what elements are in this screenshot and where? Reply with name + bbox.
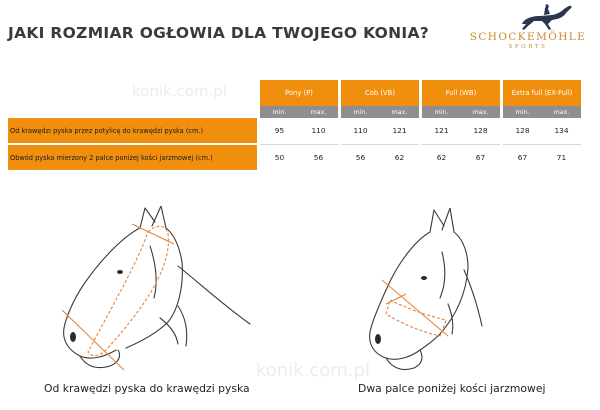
brand-name: SCHOCKEMÖHLE (469, 31, 587, 43)
page-title: JAKI ROZMIAR OGŁOWIA DLA TWOJEGO KONIA? (8, 24, 430, 42)
size-header-full: Full (WB) (422, 80, 500, 106)
horse-head-noseband-measurement-illustration (336, 208, 486, 378)
table-cell: 128 (503, 118, 542, 144)
watermark-top: konik.com.pl (132, 82, 227, 100)
size-header-row (8, 80, 581, 106)
table-cell: 67 (517, 152, 528, 162)
max-label: max. (380, 106, 419, 118)
size-header-extra-full: Extra full (EX-Full) (503, 80, 581, 106)
table-corner (8, 80, 257, 106)
min-label: min. (341, 106, 380, 118)
table-row (8, 118, 581, 144)
table-cell: 121 (380, 118, 419, 144)
min-label: min. (260, 106, 299, 118)
table-cell: 71 (556, 152, 567, 162)
max-label: max. (299, 106, 338, 118)
horse-rider-logo-icon (518, 4, 578, 31)
table-cell: 95 (260, 118, 299, 144)
table-cell: 62 (436, 152, 447, 162)
min-label: min. (422, 106, 461, 118)
table-cell: 67 (475, 152, 486, 162)
size-header-pony: Pony (P) (260, 80, 338, 106)
table-cell: 121 (422, 118, 461, 144)
row-label-poll-length: Od krawędzi pyska przez potylicę do krawędzi pyska (cm.) (8, 118, 257, 144)
table-cell: 56 (313, 152, 324, 162)
table-cell: 62 (394, 152, 405, 162)
brand-logo (460, 4, 596, 50)
brand-tagline: SPORTS (508, 44, 548, 50)
table-cell: 110 (299, 118, 338, 144)
caption-noseband-measurement: Dwa palce poniżej kości jarzmowej (358, 382, 546, 395)
table-cell: 110 (341, 118, 380, 144)
bridle-size-table (8, 80, 581, 170)
row-label-noseband-circumference: Obwód pyska mierzony 2 palce poniżej kości jarzmowej (cm.) (8, 144, 257, 170)
min-max-header-row (8, 106, 581, 118)
caption-poll-measurement: Od krawędzi pyska do krawędzi pyska (44, 382, 250, 395)
min-label: min. (503, 106, 542, 118)
size-header-cob: Cob (VB) (341, 80, 419, 106)
horse-head-poll-measurement-illustration (28, 206, 260, 378)
table-cell: 134 (542, 118, 581, 144)
table-cell: 50 (274, 152, 285, 162)
table-row (8, 144, 581, 170)
table-cell: 56 (355, 152, 366, 162)
max-label: max. (461, 106, 500, 118)
watermark-bottom: konik.com.pl (256, 360, 370, 381)
table-cell: 128 (461, 118, 500, 144)
max-label: max. (542, 106, 581, 118)
